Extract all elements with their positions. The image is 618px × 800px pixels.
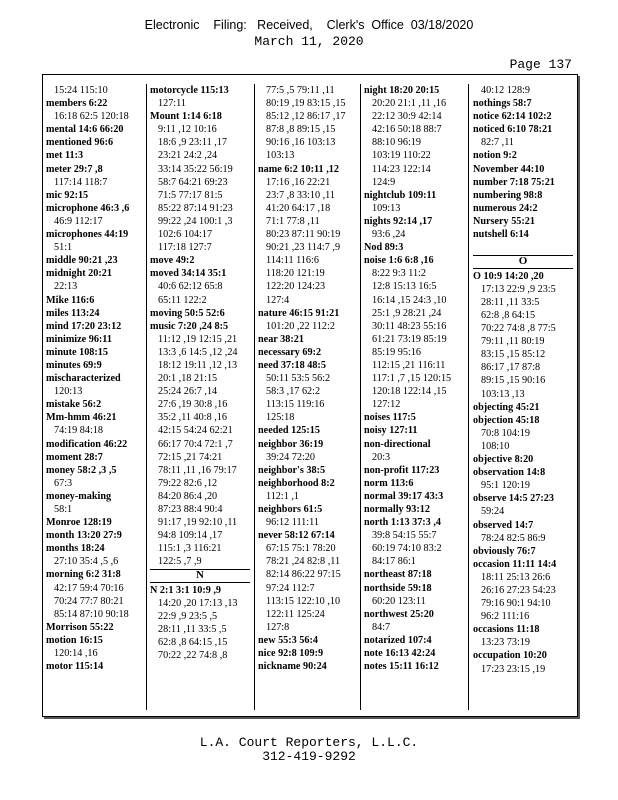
index-entry: obviously 76:7 <box>473 545 536 557</box>
index-continuation: 101:20 ,22 112:2 <box>266 320 335 332</box>
index-entry: miles 113:24 <box>46 307 100 319</box>
index-continuation: 16:18 62:5 120:18 <box>54 111 129 123</box>
index-entry: motor 115:14 <box>46 661 104 673</box>
index-entry: mind 17:20 23:12 <box>46 320 122 332</box>
index-continuation: 27:10 35:4 ,5 ,6 <box>54 556 119 568</box>
index-continuation: 109:13 <box>372 202 401 214</box>
index-entry: objecting 45:21 <box>473 401 540 413</box>
index-continuation: 89:15 ,15 90:16 <box>481 375 546 387</box>
index-entry: notes 15:11 16:12 <box>364 661 439 673</box>
index-entry: nothings 58:7 <box>473 98 532 110</box>
index-entry: north 1:13 37:3 ,4 <box>364 517 441 529</box>
index-continuation: 20:1 ,18 21:15 <box>158 373 218 385</box>
index-continuation: 23:21 24:2 ,24 <box>158 150 218 162</box>
index-continuation: 70:8 104:19 <box>481 427 530 439</box>
index-entry: occasion 11:11 14:4 <box>473 558 557 570</box>
index-continuation: 78:11 ,11 ,16 79:17 <box>158 464 237 476</box>
index-entry: members 6:22 <box>46 98 108 110</box>
index-entry: middle 90:21 ,23 <box>46 255 118 267</box>
index-column-2 <box>150 84 250 663</box>
index-entry: notice 62:14 102:2 <box>473 111 552 123</box>
index-continuation: 122:11 125:24 <box>266 608 325 620</box>
index-continuation: 85:12 ,12 86:17 ,17 <box>266 111 346 123</box>
index-continuation: 17:23 23:15 ,19 <box>481 663 546 675</box>
index-entry: met 11:3 <box>46 150 84 162</box>
index-entry: Monroe 128:19 <box>46 517 112 529</box>
index-continuation: 22:9 ,9 23:5 ,5 <box>158 611 218 623</box>
index-continuation: 103:19 110:22 <box>372 150 431 162</box>
index-continuation: 28:11 ,11 33:5 <box>481 296 540 308</box>
index-continuation: 91:17 ,19 92:10 ,11 <box>158 517 238 529</box>
index-continuation: 39:8 54:15 55:7 <box>372 530 437 542</box>
index-continuation: 13:3 ,6 14:5 ,12 ,24 <box>158 346 238 358</box>
index-continuation: 74:19 84:18 <box>54 425 103 437</box>
index-continuation: 40:12 128:9 <box>481 85 530 96</box>
index-continuation: 82:7 ,11 <box>481 137 515 149</box>
index-continuation: 113:15 122:10 ,10 <box>266 595 341 607</box>
reporter-company: L.A. Court Reporters, L.L.C. <box>199 735 419 750</box>
index-entry: occupation 10:20 <box>473 650 547 662</box>
index-entry: numerous 24:2 <box>473 202 538 214</box>
index-entry: note 16:13 42:24 <box>364 648 436 660</box>
index-continuation: 122:5 ,7 ,9 <box>158 556 202 568</box>
index-continuation: 127:4 <box>266 294 290 306</box>
index-continuation: 18:6 ,9 23:11 ,17 <box>158 137 227 149</box>
index-continuation: 20:3 <box>372 451 391 463</box>
index-entry: minutes 69:9 <box>46 359 102 371</box>
index-continuation: 118:20 121:19 <box>266 268 325 280</box>
index-continuation: 87:8 ,8 89:15 ,15 <box>266 124 336 136</box>
index-continuation: 95:1 120:19 <box>481 480 530 492</box>
index-continuation: 30:11 48:23 55:16 <box>372 320 447 332</box>
index-entry: normally 93:12 <box>364 504 430 515</box>
index-entry: nature 46:15 91:21 <box>258 307 340 319</box>
index-continuation: 117:1 ,7 ,15 120:15 <box>372 373 452 385</box>
index-continuation: 115:1 ,3 116:21 <box>158 543 222 555</box>
index-entry: nickname 90:24 <box>258 661 327 673</box>
index-continuation: 61:21 73:19 85:19 <box>372 333 447 345</box>
index-continuation: 25:24 26:7 ,14 <box>158 386 218 398</box>
index-entry: normal 39:17 43:3 <box>364 490 444 502</box>
index-continuation: 108:10 <box>481 440 510 452</box>
index-entry: money-making <box>46 490 112 502</box>
index-column-4 <box>364 84 464 673</box>
index-entry: motorcycle 115:13 <box>150 85 229 96</box>
index-continuation: 114:23 122:14 <box>372 163 431 175</box>
index-entry: noisy 127:11 <box>364 425 418 437</box>
column-divider <box>360 84 361 710</box>
index-entry: observation 14:8 <box>473 467 546 479</box>
index-entry: morning 6:2 31:8 <box>46 569 121 581</box>
index-continuation: 114:11 116:6 <box>266 255 319 267</box>
index-continuation: 62:8 ,8 64:15 ,15 <box>158 637 228 649</box>
index-continuation: 23:7 ,8 33:10 ,11 <box>266 189 335 201</box>
index-entry: occasions 11:18 <box>473 624 540 636</box>
index-continuation: 117:18 127:7 <box>158 242 212 254</box>
index-continuation: 85:14 87:10 90:18 <box>54 608 129 620</box>
index-entry: objective 8:20 <box>473 454 534 466</box>
index-continuation: 84:17 86:1 <box>372 556 416 568</box>
index-continuation: 70:22 74:8 ,8 77:5 <box>481 323 556 335</box>
index-continuation: 102:6 104:17 <box>158 229 213 241</box>
index-continuation: 42:16 50:18 88:7 <box>372 124 442 136</box>
index-continuation: 125:18 <box>266 412 295 424</box>
index-continuation: 120:18 122:14 ,15 <box>372 386 447 398</box>
transcript-date: March 11, 2020 <box>254 34 364 49</box>
index-continuation: 79:16 90:1 94:10 <box>481 598 551 610</box>
index-continuation: 46:9 112:17 <box>54 215 103 227</box>
index-continuation: 94:8 109:14 ,17 <box>158 530 223 542</box>
index-entry: moment 28:7 <box>46 451 103 463</box>
reporter-phone: 312-419-9292 <box>262 749 356 764</box>
index-continuation: 112:15 ,21 116:11 <box>372 359 446 371</box>
index-continuation: 8:22 9:3 11:2 <box>372 268 426 280</box>
index-entry: money 58:2 ,3 ,5 <box>46 464 117 476</box>
index-entry: northside 59:18 <box>364 582 432 594</box>
index-continuation: 25:1 ,9 28:21 ,24 <box>372 307 442 319</box>
index-entry: Morrison 55:22 <box>46 621 114 633</box>
index-continuation: 39:24 72:20 <box>266 451 315 463</box>
index-continuation: 80:23 87:11 90:19 <box>266 229 341 241</box>
index-entry: night 18:20 20:15 <box>364 85 440 96</box>
index-continuation: 26:16 27:23 54:23 <box>481 584 556 596</box>
index-entry: microphone 46:3 ,6 <box>46 202 130 214</box>
index-continuation: 65:11 122:2 <box>158 294 207 306</box>
index-entry: necessary 69:2 <box>258 346 322 358</box>
index-continuation: 11:12 ,19 12:15 ,21 <box>158 333 238 345</box>
index-entry: Nod 89:3 <box>364 242 404 254</box>
index-continuation: 127:12 <box>372 399 401 411</box>
index-continuation: 18:12 19:11 ,12 ,13 <box>158 359 238 371</box>
index-entry: mischaracterized <box>46 373 121 385</box>
index-entry: number 7:18 75:21 <box>473 176 555 188</box>
index-entry: Mike 116:6 <box>46 294 95 306</box>
filing-stamp: Electronic Filing: Received, Clerk's Office 03/18/2020 <box>144 18 474 32</box>
index-column-5 <box>473 84 573 676</box>
index-continuation: 58:1 <box>54 504 73 515</box>
index-entry: neighbor 36:19 <box>258 438 324 450</box>
index-entry: northwest 25:20 <box>364 608 434 620</box>
column-divider <box>146 84 147 710</box>
column-divider <box>254 84 255 710</box>
index-continuation: 85:19 95:16 <box>372 346 421 358</box>
index-entry: modification 46:22 <box>46 438 128 450</box>
index-continuation: 79:11 ,11 80:19 <box>481 336 545 348</box>
index-continuation: 88:10 96:19 <box>372 137 421 149</box>
index-entry: northeast 87:18 <box>364 569 432 581</box>
index-entry: notion 9:2 <box>473 150 517 162</box>
index-continuation: 80:19 ,19 83:15 ,15 <box>266 98 346 110</box>
index-continuation: 42:15 54:24 62:21 <box>158 425 233 437</box>
index-entry: nightclub 109:11 <box>364 189 437 201</box>
index-entry: moving 50:5 52:6 <box>150 307 225 319</box>
index-continuation: 13:23 73:19 <box>481 637 530 649</box>
index-continuation: 17:16 ,16 22:21 <box>266 176 331 188</box>
index-entry: minute 108:15 <box>46 346 108 358</box>
index-continuation: 77:5 ,5 79:11 ,11 <box>266 85 335 96</box>
index-continuation: 62:8 ,8 64:15 <box>481 310 536 321</box>
index-continuation: 78:21 ,24 82:8 ,11 <box>266 556 341 568</box>
index-entry: noticed 6:10 78:21 <box>473 124 553 136</box>
index-entry: observed 14:7 <box>473 519 534 531</box>
index-continuation: 79:22 82:6 ,12 <box>158 477 218 489</box>
index-continuation: 117:14 118:7 <box>54 176 108 188</box>
blank-line <box>473 241 573 254</box>
index-continuation: 16:14 ,15 24:3 ,10 <box>372 294 447 306</box>
index-continuation: 96:12 111:11 <box>266 517 319 529</box>
index-continuation: 22:12 30:9 42:14 <box>372 111 442 123</box>
index-continuation: 18:11 25:13 26:6 <box>481 571 551 583</box>
index-continuation: 127:11 <box>158 98 186 110</box>
index-continuation: 113:15 119:16 <box>266 399 325 411</box>
index-continuation: 60:19 74:10 83:2 <box>372 543 442 555</box>
index-continuation: 67:3 <box>54 477 73 489</box>
index-continuation: 86:17 ,17 87:8 <box>481 362 541 374</box>
index-continuation: 85:22 87:14 91:23 <box>158 202 233 214</box>
index-continuation: 67:15 75:1 78:20 <box>266 543 336 555</box>
index-entry: meter 29:7 ,8 <box>46 163 103 175</box>
index-entry: noise 1:6 6:8 ,16 <box>364 255 434 267</box>
index-continuation: 15:24 115:10 <box>54 85 108 96</box>
index-continuation: 122:20 124:23 <box>266 281 326 293</box>
index-continuation: 66:17 70:4 72:1 ,7 <box>158 438 233 450</box>
index-entry: mistake 56:2 <box>46 399 102 411</box>
index-continuation: 96:2 111:16 <box>481 611 530 623</box>
index-entry: month 13:20 27:9 <box>46 530 122 542</box>
index-continuation: 58:7 64:21 69:23 <box>158 176 228 188</box>
index-continuation: 84:7 <box>372 621 391 633</box>
index-entry: November 44:10 <box>473 163 545 175</box>
index-continuation: 40:6 62:12 65:8 <box>158 281 223 293</box>
index-continuation: 70:24 77:7 80:21 <box>54 595 124 607</box>
index-entry: mentioned 96:6 <box>46 137 114 149</box>
index-entry: minimize 96:11 <box>46 333 112 345</box>
letter-section-header: N <box>150 569 250 583</box>
index-continuation: 27:6 ,19 30:8 ,16 <box>158 399 228 411</box>
index-continuation: 93:6 ,24 <box>372 229 406 241</box>
index-continuation: 35:2 ,11 40:8 ,16 <box>158 412 227 424</box>
index-continuation: 22:13 <box>54 281 78 293</box>
index-continuation: 50:11 53:5 56:2 <box>266 373 331 385</box>
index-continuation: 33:14 35:22 56:19 <box>158 163 233 175</box>
index-entry: objection 45:18 <box>473 414 540 426</box>
index-continuation: 99:22 ,24 100:1 ,3 <box>158 215 233 227</box>
index-continuation: 70:22 ,22 74:8 ,8 <box>158 650 228 662</box>
index-continuation: 83:15 ,15 85:12 <box>481 349 546 361</box>
index-entry: microphones 44:19 <box>46 229 129 241</box>
index-continuation: 127:8 <box>266 621 290 633</box>
index-continuation: 87:23 88:4 90:4 <box>158 504 223 515</box>
index-entry: motion 16:15 <box>46 634 103 646</box>
index-entry: Mm-hmm 46:21 <box>46 412 117 424</box>
index-entry: nutshell 6:14 <box>473 229 529 241</box>
index-entry: neighborhood 8:2 <box>258 477 335 489</box>
column-divider <box>468 84 469 710</box>
index-continuation: 72:15 ,21 74:21 <box>158 451 223 463</box>
index-column-3 <box>258 84 358 673</box>
letter-section-header: O <box>473 255 573 269</box>
index-continuation: 71:5 77:17 81:5 <box>158 189 223 201</box>
index-continuation: 20:20 21:1 ,11 ,16 <box>372 98 447 110</box>
index-continuation: 78:24 82:5 86:9 <box>481 532 546 544</box>
index-entry: neighbor's 38:5 <box>258 464 326 476</box>
index-entry: Mount 1:14 6:18 <box>150 111 222 123</box>
index-entry: music 7:20 ,24 8:5 <box>150 320 229 332</box>
index-entry: needed 125:15 <box>258 425 320 437</box>
index-entry: months 18:24 <box>46 543 105 555</box>
index-entry: notarized 107:4 <box>364 634 432 646</box>
index-continuation: 9:11 ,12 10:16 <box>158 124 217 136</box>
index-entry: never 58:12 67:14 <box>258 530 335 542</box>
index-continuation: 41:20 64:17 ,18 <box>266 202 331 214</box>
index-continuation: 60:20 123:11 <box>372 595 426 607</box>
index-continuation: 112:1 ,1 <box>266 490 300 502</box>
index-entry: name 6:2 10:11 ,12 <box>258 163 339 175</box>
index-entry: mental 14:6 66:20 <box>46 124 124 136</box>
index-entry: moved 34:14 35:1 <box>150 268 227 280</box>
page-number: Page 137 <box>509 57 572 72</box>
index-entry: non-directional <box>364 438 431 450</box>
index-entry: near 38:21 <box>258 333 304 345</box>
index-entry: numbering 98:8 <box>473 189 543 201</box>
index-entry: mic 92:15 <box>46 189 89 201</box>
index-entry: Nursery 55:21 <box>473 215 535 227</box>
index-continuation: 28:11 ,11 33:5 ,5 <box>158 624 227 636</box>
index-continuation: 90:16 ,16 103:13 <box>266 137 336 149</box>
index-continuation: 90:21 ,23 114:7 ,9 <box>266 242 341 254</box>
index-continuation: 58:3 ,17 62:2 <box>266 386 321 398</box>
index-entry: nights 92:14 ,17 <box>364 215 433 227</box>
index-continuation: 82:14 86:22 97:15 <box>266 569 341 581</box>
index-entry: observe 14:5 27:23 <box>473 493 554 505</box>
index-continuation: 103:13 <box>266 150 295 162</box>
index-entry: non-profit 117:23 <box>364 464 440 476</box>
index-continuation: 14:20 ,20 17:13 ,13 <box>158 598 238 610</box>
index-entry: new 55:3 56:4 <box>258 634 318 646</box>
index-entry: need 37:18 48:5 <box>258 359 326 371</box>
index-continuation: 120:14 ,16 <box>54 648 98 660</box>
index-column-1 <box>46 84 146 673</box>
index-continuation: 51:1 <box>54 242 73 254</box>
index-entry: neighbors 61:5 <box>258 504 323 515</box>
index-continuation: 120:13 <box>54 386 83 398</box>
index-entry: nice 92:8 109:9 <box>258 648 324 660</box>
index-continuation: 124:9 <box>372 176 396 188</box>
index-continuation: 12:8 15:13 16:5 <box>372 281 437 293</box>
index-entry: norm 113:6 <box>364 477 414 489</box>
index-entry: noises 117:5 <box>364 412 416 424</box>
index-entry: midnight 20:21 <box>46 268 112 280</box>
index-entry: move 49:2 <box>150 255 195 267</box>
index-continuation: 59:24 <box>481 506 505 518</box>
index-continuation: 42:17 59:4 70:16 <box>54 582 124 594</box>
index-entry: N 2:1 3:1 10:9 ,9 <box>150 584 222 596</box>
index-continuation: 71:1 77:8 ,11 <box>266 215 320 227</box>
index-continuation: 103:13 ,13 <box>481 388 525 400</box>
index-continuation: 84:20 86:4 ,20 <box>158 490 218 502</box>
index-continuation: 17:13 22:9 ,9 23:5 <box>481 283 556 295</box>
index-continuation: 97:24 112:7 <box>266 582 315 594</box>
index-entry: O 10:9 14:20 ,20 <box>473 270 544 282</box>
